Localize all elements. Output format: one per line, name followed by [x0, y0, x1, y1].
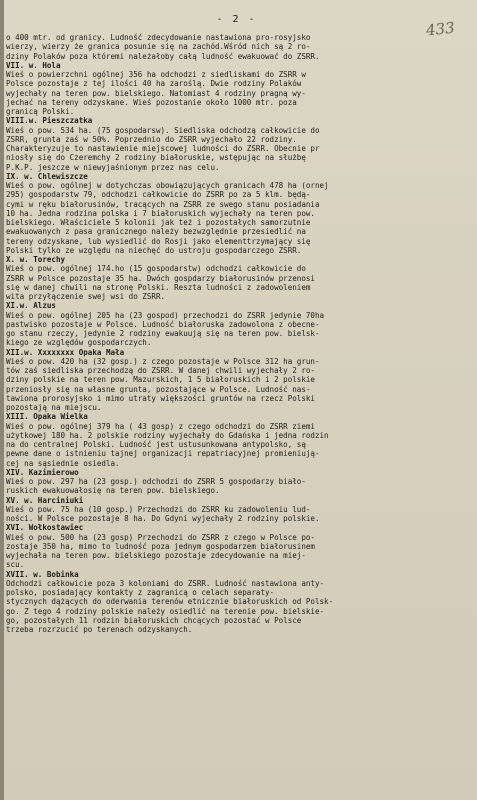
section-heading: IX. w. Chlewiszcze	[6, 171, 88, 181]
section-heading: VIII.w. Pieszczatka	[6, 116, 93, 126]
text-line: dziny polskie na teren pow. Mazurskich, 1 5 białoruskich i 2 polskie	[6, 375, 315, 385]
text-line: dziny Polaków poza któremi należałoby całą ludność ewakuować do ZSRR.	[6, 51, 320, 61]
section-heading: XVI. Wołkostawiec	[6, 523, 84, 533]
text-line: Wieś o pow. 297 ha (23 gosp.) odchodzi do ZSRR 5 gospodarzy biało-	[6, 477, 306, 486]
text-line: pozostają na miejscu.	[6, 403, 102, 412]
text-line: scu.	[6, 560, 25, 570]
section-heading: XI.w. Alzus	[6, 301, 56, 311]
text-line: go stanu rzeczy, jedynie 2 rodziny ewakuują się na teren pow. bielsk-	[6, 329, 320, 338]
text-line: Odchodzi całkowicie poza 3 koloniami do ZSRR. Ludność nastawiona anty-	[6, 578, 325, 588]
text-line: 10 ha. Jedna rodzina polska i 7 białoruskich wyjechały na teren pow.	[6, 208, 315, 218]
text-line: na do centralnej Polski. Ludność jest ustusunkowana antypolsko, są	[6, 440, 306, 449]
handwritten-page-note: 433	[425, 18, 456, 40]
text-line: ZSRR w Polsce pozostaje 35 ha. Dwóch gospdarzy białorusinów przenosi	[6, 273, 315, 283]
text-line: użytkowej 180 ha. 2 polskie rodziny wyjechały do Gdańska i jedna rodzin	[6, 430, 329, 440]
section-heading: XII.w. Xxxxxxxx Opaka Mała	[6, 347, 125, 357]
page-number: - 2 -	[216, 14, 257, 25]
text-line: cej na sąsiednie osiedla.	[6, 458, 120, 468]
text-line: pewne dane o istnieniu tajnej organizacji repatriacyjnej promieniują-	[6, 449, 320, 459]
text-line: się w danej chwili na stronę Polski. Reszta ludności z zadowoleniem	[6, 282, 311, 292]
text-line: go, pozostałych 11 rodzin białoruskich chcących pozostać w Polsce	[6, 615, 302, 625]
text-line: wita przyłączenie swej wsi do ZSRR.	[6, 292, 166, 301]
text-line: Wieś o pow. ogólnej 174.ho (15 gospodarstw) odchodzi całkowicie do	[6, 264, 306, 274]
text-line: niosły się do Czeremchy 2 rodziny białoruskie, wstępując na służbę	[6, 153, 306, 163]
text-line: zostaje 350 ha, mimo to ludność poza jednym gospodarzem białorusinem	[6, 541, 315, 551]
text-line: Charakteryzuje to nastawienie miejscowej ludności do ZSRR. Obecnie pr	[6, 144, 320, 153]
text-line: ZSRR, grunta zaś w 50%. Poprzednio do ZSRR wyjechało 22 rodziny.	[6, 134, 297, 144]
text-line: pastwisko pozostaje w Polsce. Ludność białoruska zadowolona z obecne-	[6, 319, 320, 329]
section-heading: XIII. Opaka Wielka	[6, 412, 88, 422]
text-line: granicą Polski.	[6, 107, 75, 116]
text-line: bielskiego. Właściciele 5 kolonii jak też i pozostałych samorzutnie	[6, 218, 311, 227]
text-line: tereny odzyskane, lub wysiedlić do Rosji jako elementtrzymający się	[6, 236, 311, 246]
text-line: P.K.P. jeszcze w niewyjaśnionym przez nas celu.	[6, 162, 220, 172]
text-line: polsko, posiadający kontakty z zagranicą o celach separaty-	[6, 588, 275, 597]
text-line: go. Z tego 4 rodziny polskie należy osiedlić na terenie pow. bielskie-	[6, 606, 325, 616]
text-line: jechać na tereny odzyskane. Wieś pozostanie około 1000 mtr. poza	[6, 97, 297, 107]
text-line: stycznych dążących do oderwania terenów etnicznie białoruskich od Polsk-	[6, 597, 334, 607]
text-line: Wieś o pow. 534 ha. (75 gospodarsw). Siedliska odchodzą całkowicie do	[6, 125, 320, 135]
page-edge	[0, 0, 4, 800]
text-line: Wieś o pow. ogólnej 205 ha (23 gospod) przechodzi do ZSRR jedynie 70ha	[6, 310, 325, 320]
text-line: tów zaś siedliska przechodzą do ZSRR. W danej chwili wyjechały 2 ro-	[6, 366, 315, 375]
text-line: wyjechały na teren pow. bielskiego. Natomiast 4 rodziny pragną wy-	[6, 88, 306, 98]
text-line: 295) gospodarstw 79, odchodzi całkowicie do ZSRR po za 5 klm. będą-	[6, 190, 311, 200]
section-heading: XIV. Kazimierowo	[6, 467, 79, 477]
text-line: wyjechała na teren pow. bielskiego pozostaje zdecydowanie na miej-	[6, 551, 306, 560]
text-line: ruskich ewakuowałosię na teren pow. bielskiego.	[6, 486, 220, 496]
text-line: Wieś o powierzchni ogólnej 356 ha odchodzi z siedliskami do ZSRR w	[6, 70, 306, 79]
text-line: Wieś o pow. 500 ha (23 gosp) Przechodzi do ZSRR z czego w Polsce po-	[6, 532, 315, 542]
text-line: cymi w ręku białorusinów, tracących na ZSRR ze swego stanu posiadania	[6, 199, 320, 209]
text-line: Polski tylko ze względu na niechęć do ustroju gospodarczego ZSRR.	[6, 245, 302, 255]
text-line: Polsce pozostaje z tej ilości 40 ha zaroślą. Dwie rodziny Polaków	[6, 79, 302, 89]
text-line: tawiona prorosyjsko i mimo utraty większości gruntów na rzecz Polski	[6, 393, 315, 403]
text-line: trzeba rozrzucić po terenach odzyskanych.	[6, 625, 193, 634]
document-body	[6, 33, 467, 634]
section-heading: XVII. w. Bobinka	[6, 569, 79, 579]
text-line: Wieś o pow. 75 ha (10 gosp.) Przechodzi do ZSRR ku zadowoleniu lud-	[6, 504, 311, 514]
section-heading: X. w. Torechy	[6, 255, 66, 264]
section-heading: XV. w. Harciniuki	[6, 495, 84, 505]
text-line: Wieś o pow. 420 ha (32 gosp.) z czego pozostaje w Polsce 312 ha grun-	[6, 356, 320, 366]
text-line: ewakuowanych z pasa granicznego należy bezwzględnie przesiedlić na	[6, 227, 306, 237]
text-line: ności. W Polsce pozostaje 8 ha. Do Gdyni wyjechały 2 rodziny polskie.	[6, 514, 320, 523]
text-line: Wieś o pow. ogólnej 379 ha ( 43 gosp) z czego odchodzi do ZSRR ziemi	[6, 421, 315, 431]
text-line: Wieś o pow. ogólnej w dotychczas obowiązujących granicach 478 ha (ornej	[6, 181, 329, 190]
section-heading: VII. w. Hola	[6, 60, 61, 70]
text-line: przeniosły się na własne grunta, pozostające w Polsce. Ludność nas-	[6, 384, 311, 394]
text-line: wierzy, wierzy że granica posunie się na zachód.Wśród nich są 2 ro-	[6, 42, 311, 52]
text-line: kiego ze względów gospodarczych.	[6, 338, 152, 348]
text-line: o 400 mtr. od granicy. Ludność zdecydowanie nastawiona pro-rosyjsko	[6, 33, 311, 42]
